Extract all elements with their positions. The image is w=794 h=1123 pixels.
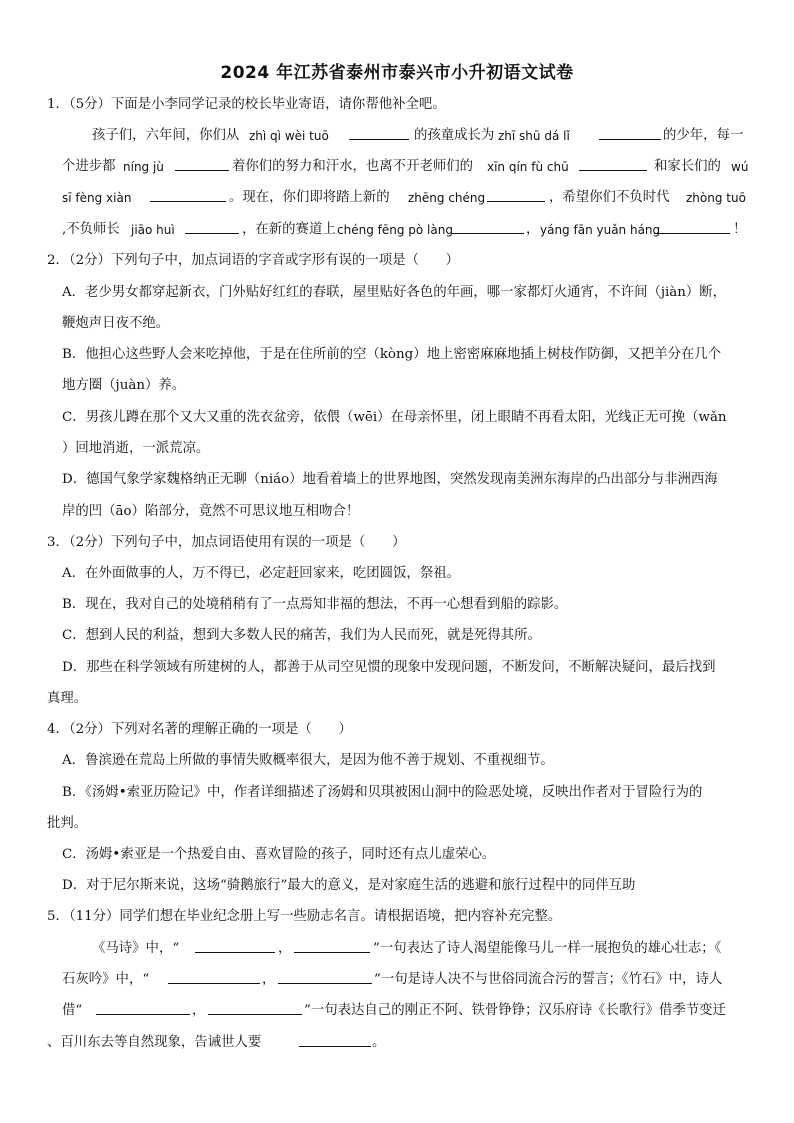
- q1-text-1c: 的少年，每一: [663, 128, 744, 143]
- q2-option-b-line-2[interactable]: [0, 374, 794, 398]
- q1-line-1: [0, 124, 794, 148]
- q5-blank-4[interactable]: [278, 968, 372, 984]
- page-title: 2024 年江苏省泰州市泰兴市小升初语文试卷: [220, 63, 574, 83]
- q2-heading: 2．（2分）下列句子中，加点词语的字音或字形有误的一项是（ ）: [47, 253, 460, 268]
- q1-line-4: [0, 218, 794, 242]
- q1-pinyin-2: zhī shū dá lǐ: [498, 129, 570, 143]
- q5-blank-2[interactable]: [294, 937, 370, 953]
- q1-line-2: [0, 155, 794, 179]
- q3-option-b-line[interactable]: [0, 593, 794, 617]
- q1-text-2c: 和家长们的: [654, 159, 721, 174]
- q1-text-2b: 着你们的努力和汗水，也离不开老师们的: [232, 159, 474, 174]
- q1-text-1a: 孩子们，六年间，你们从: [92, 128, 240, 143]
- q3-option-d-text-1: D．那些在科学领域有所建树的人，都善于从司空见惯的现象中发现问题，不断发问，不断解决疑问，最后找到: [62, 660, 716, 675]
- q2-option-d-text-2: 岸的凹（āo）陷部分，竟然不可思议地互相吻合！: [62, 504, 360, 519]
- q5-text-3b: ”一句表达自己的刚正不阿、铁骨铮铮；汉乐府诗《长歌行》借季节变迁: [304, 1003, 726, 1018]
- q1-text-4b: ，在新的赛道上: [242, 222, 336, 237]
- q4-option-a-line[interactable]: [0, 749, 794, 773]
- q1-pinyin-1: zhì qì wèi tuō: [249, 129, 329, 143]
- q5-text-2a: 石灰吟》中，“: [62, 972, 150, 987]
- q1-text-2a: 个进步都: [62, 159, 116, 174]
- q2-option-c-text-1: C．男孩儿蹲在那个又大又重的洗衣盆旁，依偎（wēi）在母亲怀里，闭上眼睛不再看太阳，光线正无可挽（wǎn: [62, 410, 727, 425]
- q4-heading-line: [0, 718, 794, 742]
- q1-blank-8[interactable]: [185, 218, 239, 234]
- q5-line-4: [0, 1031, 794, 1055]
- q1-pinyin-5a: wú: [731, 160, 749, 174]
- q1-pinyin-4: xīn qín fù chū: [487, 160, 569, 174]
- q1-blank-6[interactable]: [487, 186, 545, 202]
- q1-blank-2[interactable]: [599, 124, 661, 140]
- q3-option-d-line-2[interactable]: [0, 687, 794, 711]
- q1-text-4d: ！: [733, 222, 747, 237]
- q3-option-d-text-2: 真理。: [47, 691, 88, 706]
- q4-option-d-text: D．对于尼尔斯来说，这场“骑鹅旅行”最大的意义，是对家庭生活的逃避和旅行过程中的同伴互助: [62, 878, 636, 893]
- q3-option-b-text: B．现在，我对自己的处境稍稍有了一点焉知非福的想法，不再一心想看到船的踪影。: [62, 597, 568, 612]
- q3-heading-line: [0, 531, 794, 555]
- q3-heading: 3．（2分）下列句子中，加点词语使用有误的一项是（ ）: [47, 535, 406, 550]
- q2-option-c-text-2: ）回地消逝，一派荒凉。: [62, 441, 210, 456]
- q5-text-1b: ”一句表达了诗人渴望能像马儿一样一展抱负的雄心壮志；《: [373, 941, 722, 956]
- q2-option-d-line-2[interactable]: [0, 500, 794, 524]
- q1-pinyin-8: jiāo huì: [131, 223, 175, 237]
- q1-pinyin-9: chéng fēng pò làng: [337, 223, 453, 237]
- q4-option-b-line-1[interactable]: [0, 781, 794, 805]
- q1-blank-10[interactable]: [654, 218, 730, 234]
- q5-comma-3: ，: [192, 1003, 206, 1018]
- q2-option-b-line-1[interactable]: [0, 343, 794, 367]
- q5-line-1: [0, 937, 794, 961]
- q5-text-1a: 《马诗》中，“: [92, 941, 180, 956]
- q1-blank-1[interactable]: [349, 124, 409, 140]
- q1-blank-3[interactable]: [175, 155, 229, 171]
- q5-line-2: [0, 968, 794, 992]
- q5-text-2b: ”一句是诗人决不与世俗同流合污的誓言；《竹石》中，诗人: [374, 972, 723, 987]
- q5-blank-5[interactable]: [96, 999, 190, 1015]
- q4-option-b-text-1: B．《汤姆•索亚历险记》中，作者详细描述了汤姆和贝琪被困山洞中的险恶处境，反映出作者对于冒险行为的: [62, 785, 703, 800]
- q2-option-b-text-2: 地方圈（juàn）养。: [62, 378, 186, 393]
- q5-text-3a: 借“: [62, 1003, 83, 1018]
- q3-option-a-text: A．在外面做事的人，万不得已，必定赶回家来，吃团圆饭，祭祖。: [62, 566, 460, 581]
- q4-option-c-text: C．汤姆•索亚是一个热爱自由、喜欢冒险的孩子，同时还有点儿虚荣心。: [62, 847, 496, 862]
- q1-heading: 1．（5分）下面是小李同学记录的校长毕业寄语，请你帮他补全吧。: [47, 97, 446, 112]
- q1-text-3a: 。现在，你们即将踏上新的: [229, 190, 390, 205]
- q2-option-a-line-1[interactable]: [0, 281, 794, 305]
- q5-blank-1[interactable]: [195, 937, 275, 953]
- q1-pinyin-5b: sī fèng xiàn: [62, 191, 132, 205]
- q4-option-b-line-2[interactable]: [0, 812, 794, 836]
- q2-option-a-text-1: A．老少男女都穿起新衣，门外贴好红红的春联，屋里贴好各色的年画，哪一家都灯火通宵，不许间（jiàn）断，: [62, 285, 727, 300]
- q1-pinyin-7: zhòng tuō: [686, 191, 746, 205]
- q1-line-3: [0, 186, 794, 210]
- q1-pinyin-3: níng jù: [123, 160, 164, 174]
- q2-option-c-line-1[interactable]: [0, 406, 794, 430]
- q5-comma-1: ，: [278, 941, 292, 956]
- q2-option-a-text-2: 鞭炮声日夜不绝。: [62, 316, 170, 331]
- q3-option-c-text: C．想到人民的利益，想到大多数人民的痛苦，我们为人民而死，就是死得其所。: [62, 628, 541, 643]
- q1-text-4a: ,不负师长: [62, 222, 120, 237]
- q1-heading-line: [0, 93, 794, 117]
- q2-option-d-text-1: D．德国气象学家魏格纳正无聊（niáo）地看着墙上的世界地图，突然发现南美洲东海岸的凸出部分与非洲西海: [62, 472, 718, 487]
- q1-pinyin-10: yáng fān yuǎn háng: [540, 223, 661, 237]
- q4-heading: 4．（2分）下列对名著的理解正确的一项是（ ）: [47, 722, 352, 737]
- q4-option-b-text-2: 批判。: [47, 816, 88, 831]
- q1-blank-4[interactable]: [579, 155, 647, 171]
- q5-comma-2: ，: [262, 972, 276, 987]
- q5-line-3: [0, 999, 794, 1023]
- q4-option-d-line[interactable]: [0, 874, 794, 898]
- q5-heading-line: [0, 905, 794, 929]
- q2-option-c-line-2[interactable]: [0, 437, 794, 461]
- q4-option-c-line[interactable]: [0, 843, 794, 867]
- q5-text-4a: 、百川东去等自然现象，告诫世人要: [47, 1035, 262, 1050]
- q1-blank-9[interactable]: [452, 218, 524, 234]
- q1-text-3b: ，希望你们不负时代: [549, 190, 670, 205]
- q3-option-a-line[interactable]: [0, 562, 794, 586]
- q3-option-c-line[interactable]: [0, 624, 794, 648]
- q3-option-d-line-1[interactable]: [0, 656, 794, 680]
- q4-option-a-text: A．鲁滨逊在荒岛上所做的事情失败概率很大，是因为他不善于规划、不重视细节。: [62, 753, 554, 768]
- q2-option-a-line-2[interactable]: [0, 312, 794, 336]
- q1-blank-5[interactable]: [150, 186, 226, 202]
- q2-heading-line: [0, 249, 794, 273]
- q5-blank-6[interactable]: [208, 999, 302, 1015]
- q2-option-b-text-1: B．他担心这些野人会来吃掉他，于是在住所前的空（kòng）地上密密麻麻地插上树枝作防御，又把羊分在几个: [62, 347, 722, 362]
- q1-pinyin-6: zhēng chéng: [408, 191, 486, 205]
- q5-blank-3[interactable]: [168, 968, 260, 984]
- q5-text-4b: 。: [372, 1035, 386, 1050]
- q5-blank-7[interactable]: [299, 1031, 371, 1047]
- q1-text-4c: ，: [526, 222, 540, 237]
- q5-heading: 5．（11分）同学们想在毕业纪念册上写一些励志名言。请根据语境，把内容补充完整。: [47, 909, 562, 924]
- q2-option-d-line-1[interactable]: [0, 468, 794, 492]
- q1-text-1b: 的孩童成长为: [414, 128, 495, 143]
